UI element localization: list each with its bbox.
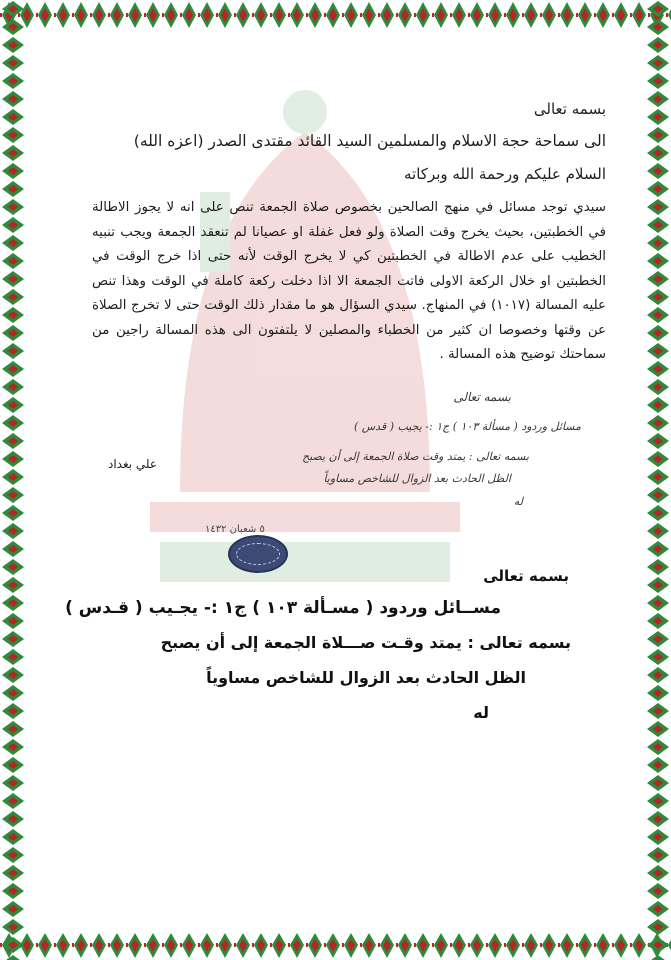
handwritten-reply-line: بسمه تعالى — [453, 390, 511, 404]
decorative-border-bottom — [0, 931, 671, 960]
decorative-border-right — [645, 0, 671, 960]
handwritten-reply-line: بسمه تعالى : يمتد وقت صلاة الجمعة إلى أن يصبح — [302, 450, 529, 463]
decorative-border-left — [0, 0, 26, 960]
handwritten-reply-line: له — [513, 495, 523, 508]
letter-page — [30, 32, 641, 927]
transcription-answer-line: الظل الحادث بعد الزوال للشاخص مساوياً — [206, 668, 526, 687]
letter-greeting: السلام عليكم ورحمة الله وبركاته — [404, 165, 606, 183]
handwritten-reply-line: مسائل وردود ( مسألة ١٠٣ ) ج١ :- يجيب ( قدس ) — [353, 420, 581, 433]
letter-question-body: سيدي توجد مسائل في منهج الصالحين بخصوص صلاة الجمعة تنص على انه لا يجوز الاطالة في الخطبتين، بحيث يخرج وقت الصلاة ولو فعل غفلة او عصيانا لم تنعقد الجمعة ويجب تنبيه الخطيب على عدم الاطالة في الخطبتين كي لا يخرج الوقت لأنه حتى اذا خرج الوقت في الخطبتين او خلال الركعة الاولى فاتت الجمعة الا اذا دخلت ركعة كاملة في الوقت وهذا تنص عليه المسالة (١٠١٧) في المنهاج. سيدي السؤال هو ما مقدار ذلك الوقت حتى لا تخرج الصلاة عن وقتها وخصوصا ان كثير من الخطباء والمصلين لا يلتفتون الى هذه المسالة راجين من سماحتك توضيح هذه المسالة . — [92, 200, 606, 362]
letter-addressee: الى سماحة حجة الاسلام والمسلمين السيد القائد مقتدى الصدر (اعزه الله) — [133, 132, 606, 150]
letter-basmala: بسمه تعالى — [533, 100, 606, 118]
handwritten-reply-line: الظل الحادث بعد الزوال للشاخص مساوياً — [323, 472, 511, 485]
transcription-answer-line: له — [473, 703, 489, 722]
transcription-source: مســائل وردود ( مسـألة ١٠٣ ) ج١ :- يجـيب ( قـدس ) — [65, 598, 501, 618]
transcription-answer-line: بسمه تعالى : يمتد وقـت صـــلاة الجمعة إلى أن يصبح — [160, 633, 571, 652]
stamp-date: ٥ شعبان ١٤٣٢ — [205, 524, 265, 535]
transcription-title: بسمه تعالى — [483, 567, 569, 585]
office-seal-icon — [228, 535, 288, 573]
signer-name: علي بغداد — [108, 457, 158, 471]
decorative-border-top — [0, 0, 671, 30]
